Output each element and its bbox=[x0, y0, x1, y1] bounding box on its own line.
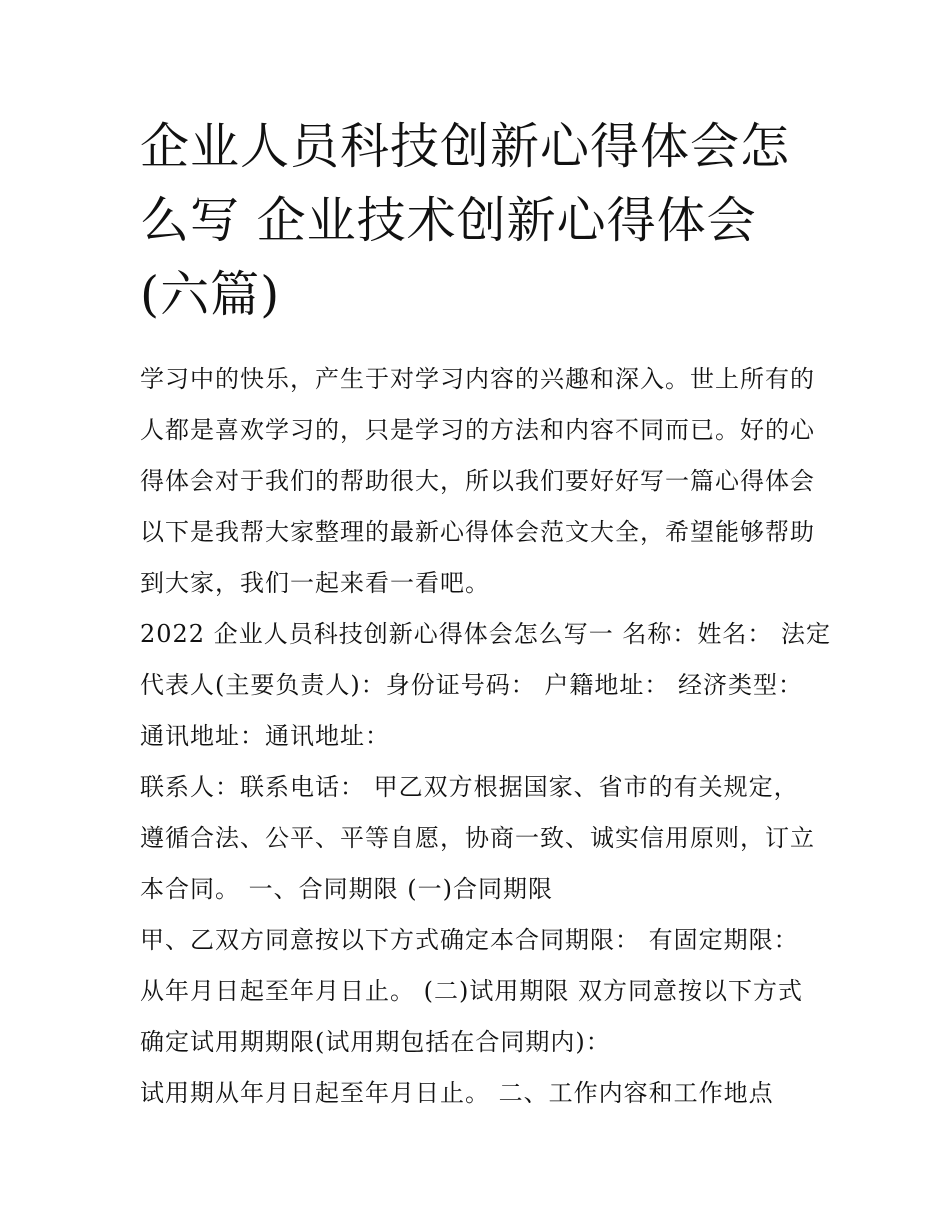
text-line: 到大家，我们一起来看一看吧。 bbox=[140, 569, 490, 597]
text-line: 试用期从年月日起至年月日止。 二、工作内容和工作地点 bbox=[140, 1079, 774, 1107]
text-line: 确定试用期期限(试用期包括在合同期内)： bbox=[140, 1028, 611, 1056]
contract-term-paragraph bbox=[140, 915, 820, 1068]
text-line: 通讯地址：通讯地址： bbox=[140, 722, 390, 750]
text-line: 遵循合法、公平、平等自愿，协商一致、诚实信用原则，订立 bbox=[140, 824, 815, 852]
text-line: 得体会对于我们的帮助很大，所以我们要好好写一篇心得体会 bbox=[140, 467, 815, 495]
document-body bbox=[140, 354, 831, 1119]
text-line: 以下是我帮大家整理的最新心得体会范文大全，希望能够帮助 bbox=[140, 518, 815, 546]
contract-parties-paragraph bbox=[140, 762, 820, 915]
text-line: 代表人(主要负责人)：身份证号码： 户籍地址： 经济类型： bbox=[140, 671, 803, 699]
probation-paragraph bbox=[140, 1068, 820, 1119]
intro-paragraph bbox=[140, 354, 820, 609]
text-line: 本合同。 一、合同期限 (一)合同期限 bbox=[140, 875, 553, 903]
text-line: 2022 企业人员科技创新心得体会怎么写一 名称：姓名： 法定 bbox=[140, 620, 831, 648]
document-title bbox=[140, 110, 820, 332]
text-line: 学习中的快乐，产生于对学习内容的兴趣和深入。世上所有的 bbox=[140, 365, 815, 393]
text-line: 人都是喜欢学习的，只是学习的方法和内容不同而已。好的心 bbox=[140, 416, 815, 444]
title-line: (六篇) bbox=[140, 266, 281, 323]
title-line: 企业人员科技创新心得体会怎 bbox=[140, 118, 791, 175]
text-line: 甲、乙双方同意按以下方式确定本合同期限： 有固定期限： bbox=[140, 926, 799, 954]
text-line: 从年月日起至年月日止。 (二)试用期限 双方同意按以下方式 bbox=[140, 977, 803, 1005]
text-line: 联系人：联系电话： 甲乙双方根据国家、省市的有关规定， bbox=[140, 773, 799, 801]
title-line: 么写 企业技术创新心得体会 bbox=[140, 192, 757, 249]
contract-header-paragraph bbox=[140, 609, 831, 762]
